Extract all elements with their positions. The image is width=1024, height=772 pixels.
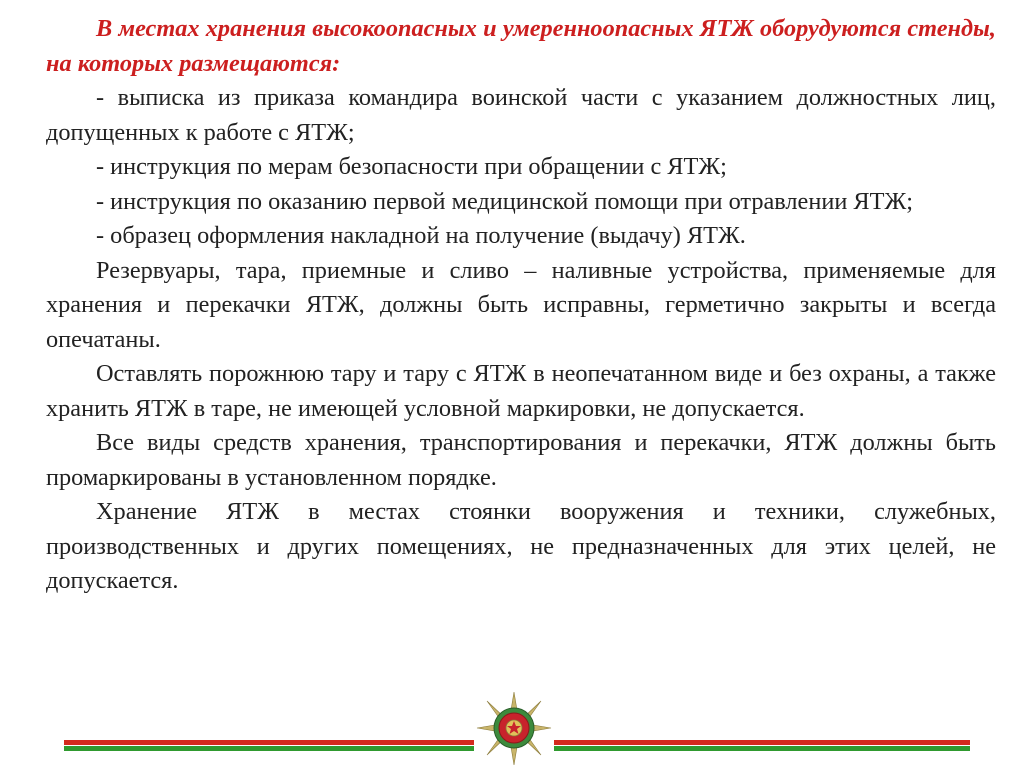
bullet-item: - образец оформления накладной на получение (выдачу) ЯТЖ. xyxy=(96,222,746,249)
bullet-item: - инструкция по мерам безопасности при обращении с ЯТЖ; xyxy=(96,153,727,180)
paragraph: Хранение ЯТЖ в местах стоянки вооружения и техники, служебных, производственных и других помещениях, не предназначенных для этих целей, не допускается. xyxy=(46,498,996,594)
slide-content xyxy=(46,12,996,599)
paragraph: Все виды средств хранения, транспортирования и перекачки, ЯТЖ должны быть промаркированы в установленном порядке. xyxy=(46,429,996,491)
bullet-item: - выписка из приказа командира воинской части с указанием должностных лиц, допущенных к работе с ЯТЖ; xyxy=(46,84,996,146)
bullet-item: - инструкция по оказанию первой медицинской помощи при отравлении ЯТЖ; xyxy=(96,187,913,215)
paragraph: Оставлять порожнюю тару и тару с ЯТЖ в неопечатанном виде и без охраны, а также хранить ЯТЖ в таре, не имеющей условной маркировки, не допускается. xyxy=(46,360,996,422)
military-star-emblem-icon xyxy=(474,690,554,767)
paragraph: Резервуары, тара, приемные и сливо – наливные устройства, применяемые для хранения и перекачки ЯТЖ, должны быть исправны, герметично закрыты и всегда опечатаны. xyxy=(46,256,996,353)
slide-heading: В местах хранения высокоопасных и умеренноопасных ЯТЖ оборудуются стенды, на которых размещаются: xyxy=(46,15,996,77)
